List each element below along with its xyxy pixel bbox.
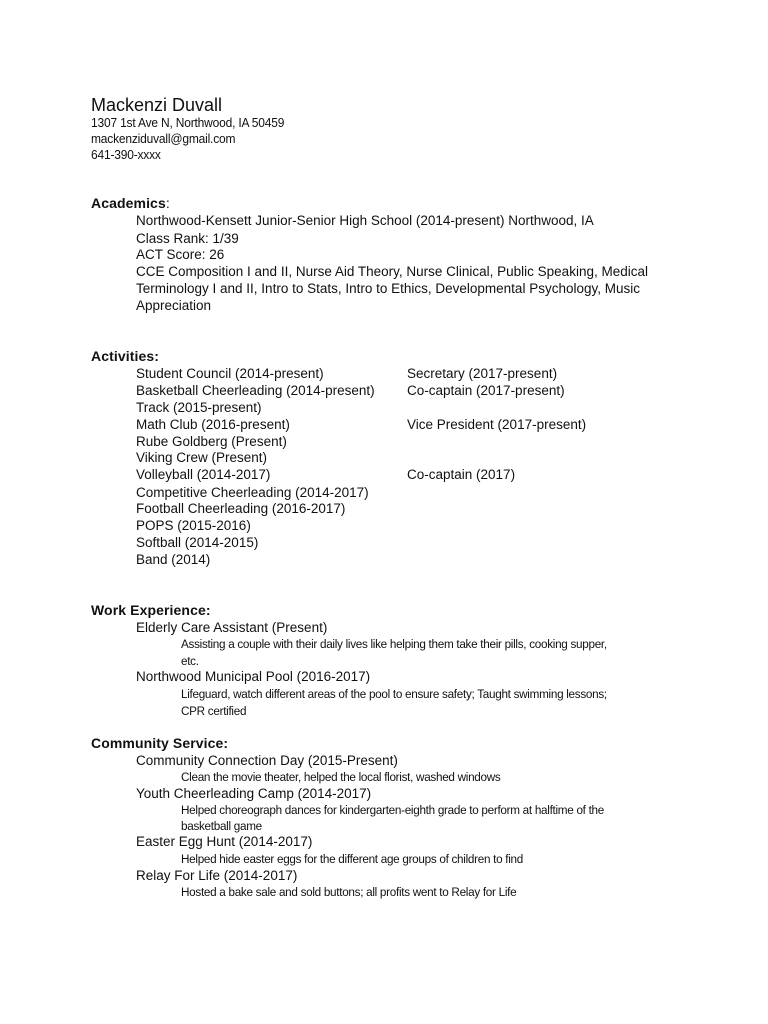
academics-heading-text: Academics (91, 195, 166, 211)
activity-item: Softball (2014-2015) (136, 535, 259, 550)
activity-item: Volleyball (2014-2017) (136, 467, 271, 482)
service-description: Clean the movie theater, helped the local florist, washed windows (181, 770, 501, 784)
activity-item: Basketball Cheerleading (2014-present) (136, 383, 375, 398)
activity-item: POPS (2015-2016) (136, 518, 251, 533)
activities-heading: Activities: (91, 348, 160, 364)
service-description: Helped choreograph dances for kindergarten-eighth grade to perform at halftime of the (181, 803, 604, 817)
academics-line: Terminology I and II, Intro to Stats, Intro to Ethics, Developmental Psychology, Music (136, 281, 640, 296)
service-title: Youth Cheerleading Camp (2014-2017) (136, 786, 372, 801)
service-description: Hosted a bake sale and sold buttons; all profits went to Relay for Life (181, 885, 517, 899)
activity-item: Student Council (2014-present) (136, 366, 324, 381)
phone: 641-390-xxxx (91, 148, 161, 162)
service-title: Easter Egg Hunt (2014-2017) (136, 834, 313, 849)
service-title: Community Connection Day (2015-Present) (136, 753, 398, 768)
email: mackenziduvall@gmail.com (91, 132, 236, 146)
activity-item: Viking Crew (Present) (136, 450, 268, 465)
job-description: CPR certified (181, 704, 247, 718)
job-title: Northwood Municipal Pool (2016-2017) (136, 669, 371, 684)
service-description: Helped hide easter eggs for the different age groups of children to find (181, 852, 523, 866)
academics-line: CCE Composition I and II, Nurse Aid Theory, Nurse Clinical, Public Speaking, Medical (136, 264, 648, 279)
activity-item: Math Club (2016-present) (136, 417, 290, 432)
service-title: Relay For Life (2014-2017) (136, 868, 298, 883)
activity-item: Competitive Cheerleading (2014-2017) (136, 485, 369, 500)
activity-item: Track (2015-present) (136, 400, 262, 415)
activity-role: Vice President (2017-present) (407, 417, 587, 432)
activity-item: Football Cheerleading (2016-2017) (136, 501, 346, 516)
address: 1307 1st Ave N, Northwood, IA 50459 (91, 116, 285, 130)
academics-line: Northwood-Kensett Junior-Senior High School (2014-present) Northwood, IA (136, 213, 594, 228)
academics-heading (91, 195, 170, 212)
job-description: Lifeguard, watch different areas of the pool to ensure safety; Taught swimming lessons; (181, 687, 607, 701)
work-experience-heading: Work Experience: (91, 602, 211, 618)
academics-line: Class Rank: 1/39 (136, 231, 239, 246)
job-description: etc. (181, 654, 199, 668)
activity-item: Band (2014) (136, 552, 211, 567)
activity-role: Secretary (2017-present) (407, 366, 558, 381)
academics-line: ACT Score: 26 (136, 247, 225, 262)
academics-heading-colon: : (165, 195, 170, 211)
job-title: Elderly Care Assistant (Present) (136, 620, 328, 635)
community-service-heading: Community Service: (91, 735, 229, 751)
resume-name: Mackenzi Duvall (91, 95, 223, 115)
activity-role: Co-captain (2017) (407, 467, 516, 482)
service-description: basketball game (181, 819, 262, 833)
academics-line: Appreciation (136, 298, 212, 313)
job-description: Assisting a couple with their daily lives like helping them take their pills, cooking supper, (181, 637, 607, 651)
activity-role: Co-captain (2017-present) (407, 383, 565, 398)
activity-item: Rube Goldberg (Present) (136, 434, 287, 449)
